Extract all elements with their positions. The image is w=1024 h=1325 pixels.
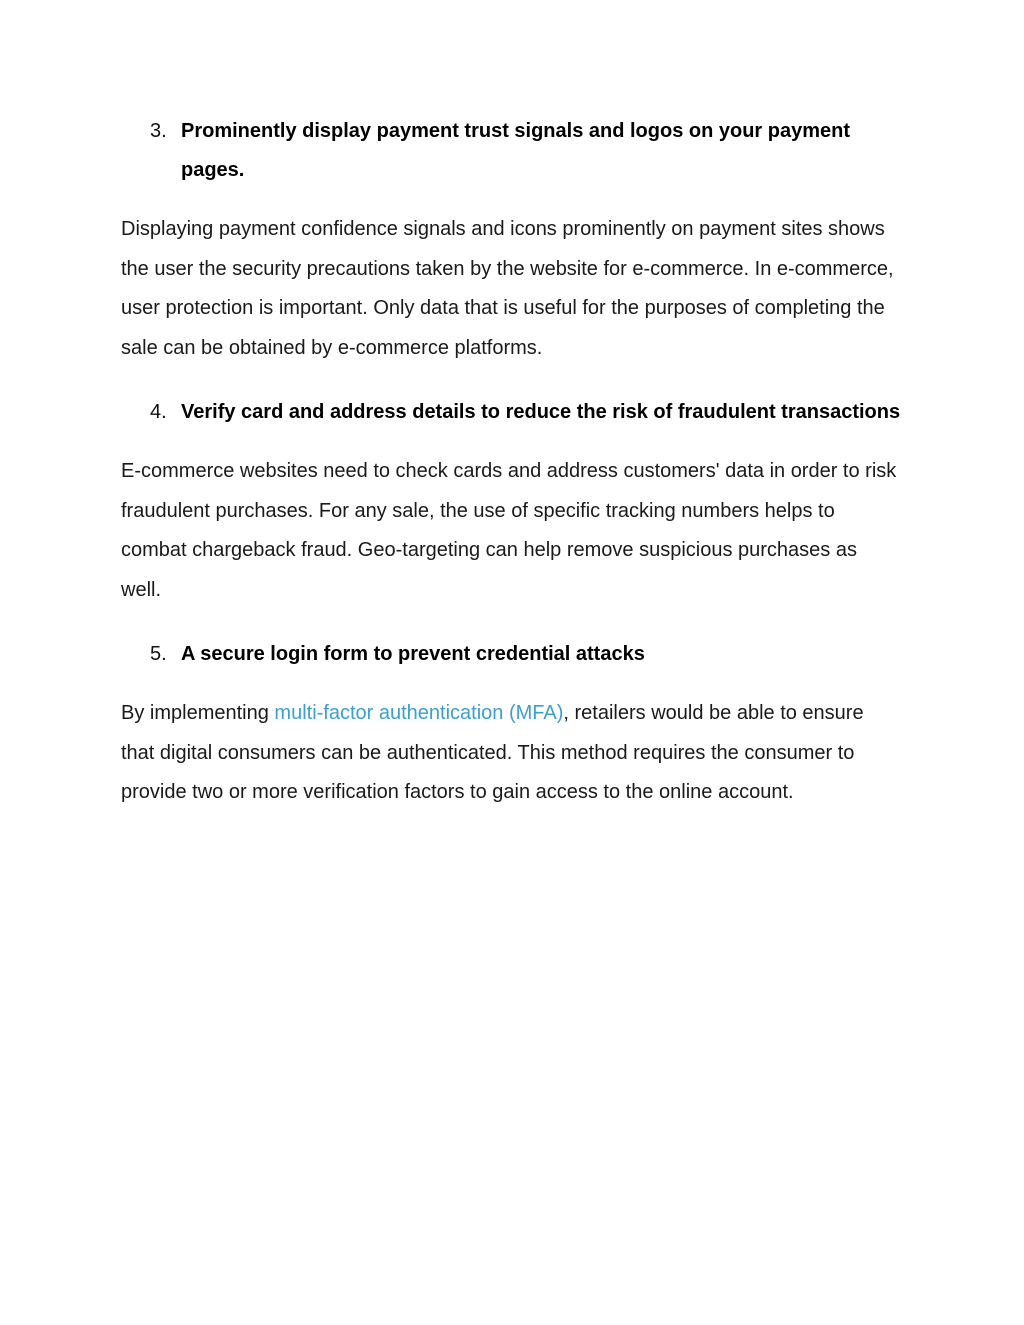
- list-item-3: [121, 112, 901, 190]
- paragraph-text: , retailers would be able to ensure that digital consumers can be authenticated. This method requires the consumer to provide two or more verification factors to gain access to the online account.: [121, 702, 864, 803]
- document-page: [121, 112, 901, 813]
- mfa-link[interactable]: multi-factor authentication (MFA): [274, 702, 564, 724]
- list-number: 3.: [150, 120, 167, 142]
- list-number: 4.: [150, 401, 167, 423]
- section-paragraph: Displaying payment confidence signals and icons prominently on payment sites shows the user the security precautions taken by the website for e-commerce. In e-commerce, user protection is important. Only data that is useful for the purposes of completing the sale can be obtained by e-commerce platforms.: [121, 218, 894, 359]
- section-paragraph: E-commerce websites need to check cards and address customers' data in order to risk fraudulent purchases. For any sale, the use of specific tracking numbers helps to combat chargeback fraud. Geo-targeting can help remove suspicious purchases as well.: [121, 460, 897, 601]
- section-heading: A secure login form to prevent credential attacks: [181, 643, 645, 665]
- section-heading: Verify card and address details to reduce the risk of fraudulent transactions: [181, 401, 901, 423]
- list-item-4: [121, 393, 901, 432]
- list-item-5: [121, 635, 901, 674]
- list-number: 5.: [150, 643, 167, 665]
- section-paragraph: [121, 694, 901, 813]
- paragraph-text: By implementing: [121, 702, 275, 724]
- section-heading: Prominently display payment trust signals and logos on your payment pages.: [181, 120, 851, 181]
